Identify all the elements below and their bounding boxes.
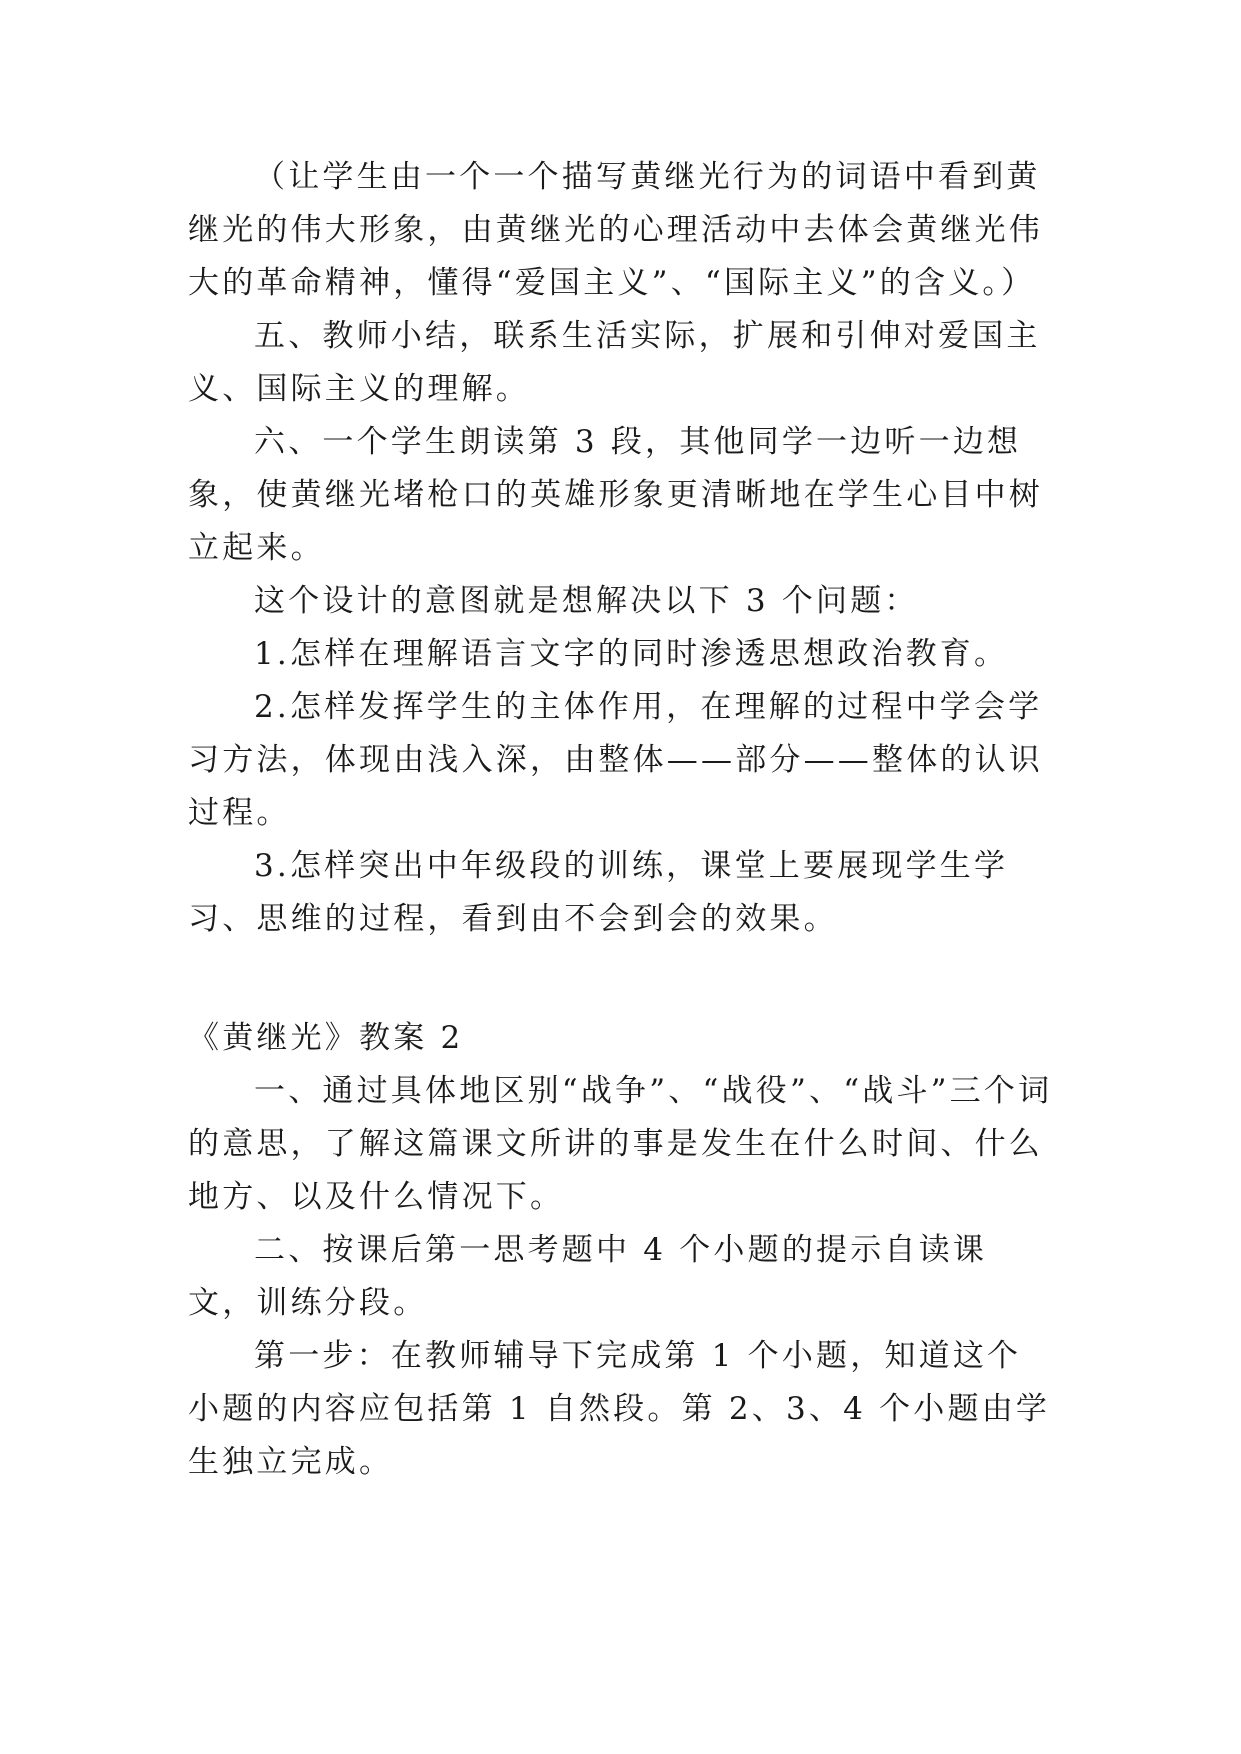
section-gap bbox=[188, 946, 1054, 1012]
paragraph-step-six: 六、一个学生朗读第 3 段，其他同学一边听一边想象，使黄继光堵枪口的英雄形象更清晰地在学生心目中树立起来。 bbox=[188, 424, 1043, 566]
paragraph-point-one: 1.怎样在理解语言文字的同时渗透思想政治教育。 bbox=[254, 636, 1009, 672]
paragraph-student-understanding: （让学生由一个一个描写黄继光行为的词语中看到黄继光的伟大形象，由黄继光的心理活动中去体会黄继光伟大的革命精神，懂得“爱国主义”、“国际主义”的含义。） bbox=[188, 159, 1043, 301]
section-title: 《黄继光》教案 2 bbox=[188, 1020, 464, 1056]
paragraph-point-two: 2.怎样发挥学生的主体作用，在理解的过程中学会学习方法，体现由浅入深，由整体——部分——整体的认识过程。 bbox=[188, 689, 1043, 831]
paragraph-point-three: 3.怎样突出中年级段的训练，课堂上要展现学生学习、思维的过程，看到由不会到会的效果。 bbox=[188, 848, 1009, 937]
paragraph-step-one: 一、通过具体地区别“战争”、“战役”、“战斗”三个词的意思，了解这篇课文所讲的事是发生在什么时间、什么地方、以及什么情况下。 bbox=[188, 1073, 1053, 1215]
paragraph-step-two: 二、按课后第一思考题中 4 个小题的提示自读课文，训练分段。 bbox=[188, 1232, 988, 1321]
paragraph-design-intent: 这个设计的意图就是想解决以下 3 个问题： bbox=[254, 583, 919, 619]
paragraph-first-step: 第一步：在教师辅导下完成第 1 个小题，知道这个小题的内容应包括第 1 自然段。第 2、3、4 个小题由学生独立完成。 bbox=[188, 1338, 1051, 1480]
paragraph-step-five: 五、教师小结，联系生活实际，扩展和引伸对爱国主义、国际主义的理解。 bbox=[188, 318, 1041, 407]
document-body bbox=[188, 151, 1054, 1489]
